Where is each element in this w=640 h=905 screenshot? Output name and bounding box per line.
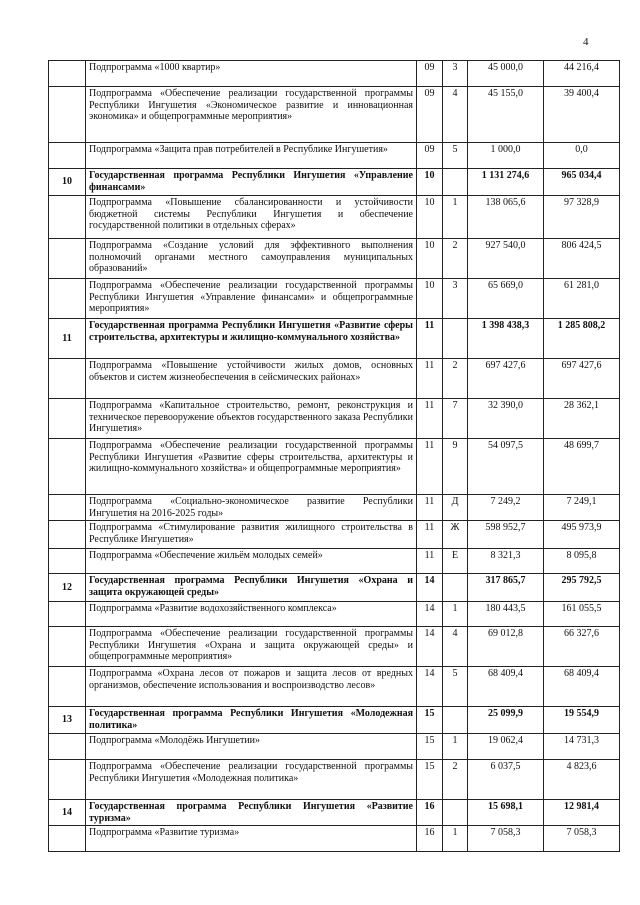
row-number [49,61,86,87]
subprogram-row [49,627,620,667]
planned-amount: 65 669,0 [468,279,544,319]
subprogram-code: 2 [443,239,468,279]
executed-amount: 495 973,9 [544,521,620,549]
executed-amount: 39 400,4 [544,87,620,143]
subprogram-code: Е [443,549,468,574]
program-code: 09 [417,87,443,143]
subprogram-row [49,143,620,169]
program-code: 15 [417,760,443,800]
subprogram-row [49,667,620,707]
executed-amount: 66 327,6 [544,627,620,667]
program-code: 11 [417,319,443,359]
planned-amount: 8 321,3 [468,549,544,574]
row-number [49,279,86,319]
program-code: 11 [417,549,443,574]
subprogram-row [49,61,620,87]
subprogram-name: Подпрограмма «Обеспечение реализации государственной программы Республики Ингушетия «Развитие сферы строительства, архитектуры и жилищно-коммунального хозяйства» и общепрограммные мероприятия» [86,439,417,495]
subprogram-name: Подпрограмма «Развитие туризма» [86,826,417,852]
program-code: 09 [417,143,443,169]
row-number [49,495,86,521]
subprogram-code: 1 [443,196,468,239]
row-number [49,627,86,667]
subprogram-code: 4 [443,87,468,143]
subprogram-name: Подпрограмма «Молодёжь Ингушетии» [86,734,417,760]
subprogram-name: Подпрограмма «Обеспечение жильём молодых семей» [86,549,417,574]
subprogram-row [49,602,620,627]
planned-amount: 7 058,3 [468,826,544,852]
row-number [49,760,86,800]
row-number [49,399,86,439]
row-number: 13 [49,707,86,734]
row-number: 11 [49,319,86,359]
program-name: Государственная программа Республики Ингушетия «Развитие туризма» [86,800,417,826]
program-code: 10 [417,169,443,196]
program-row [49,707,620,734]
program-code: 15 [417,707,443,734]
subprogram-code [443,707,468,734]
planned-amount: 45 155,0 [468,87,544,143]
planned-amount: 138 065,6 [468,196,544,239]
planned-amount: 1 398 438,3 [468,319,544,359]
executed-amount: 14 731,3 [544,734,620,760]
program-code: 10 [417,239,443,279]
subprogram-code: 9 [443,439,468,495]
subprogram-code: Д [443,495,468,521]
planned-amount: 68 409,4 [468,667,544,707]
planned-amount: 32 390,0 [468,399,544,439]
subprogram-row [49,734,620,760]
executed-amount: 0,0 [544,143,620,169]
subprogram-code: 1 [443,734,468,760]
planned-amount: 927 540,0 [468,239,544,279]
program-code: 11 [417,495,443,521]
program-row [49,169,620,196]
subprogram-name: Подпрограмма «Повышение устойчивости жилых домов, основных объектов и систем жизнеобеспечения в сейсмических районах» [86,359,417,399]
planned-amount: 19 062,4 [468,734,544,760]
subprogram-row [49,359,620,399]
executed-amount: 44 216,4 [544,61,620,87]
subprogram-code: 1 [443,602,468,627]
page-number: 4 [583,36,589,48]
row-number [49,439,86,495]
program-code: 11 [417,439,443,495]
planned-amount: 25 099,9 [468,707,544,734]
planned-amount: 45 000,0 [468,61,544,87]
subprogram-code [443,169,468,196]
subprogram-row [49,87,620,143]
subprogram-name: Подпрограмма «Обеспечение реализации государственной программы Республики Ингушетия «Управление финансами» и общепрограммные мероприятия» [86,279,417,319]
subprogram-row [49,495,620,521]
planned-amount: 15 698,1 [468,800,544,826]
subprogram-name: Подпрограмма «Развитие водохозяйственного комплекса» [86,602,417,627]
subprogram-code: Ж [443,521,468,549]
subprogram-code: 4 [443,627,468,667]
planned-amount: 697 427,6 [468,359,544,399]
program-code: 10 [417,279,443,319]
executed-amount: 4 823,6 [544,760,620,800]
planned-amount: 7 249,2 [468,495,544,521]
executed-amount: 1 285 808,2 [544,319,620,359]
row-number: 10 [49,169,86,196]
row-number: 12 [49,574,86,602]
program-code: 14 [417,667,443,707]
planned-amount: 180 443,5 [468,602,544,627]
executed-amount: 19 554,9 [544,707,620,734]
row-number [49,521,86,549]
program-name: Государственная программа Республики Ингушетия «Управление финансами» [86,169,417,196]
subprogram-code: 3 [443,279,468,319]
executed-amount: 8 095,8 [544,549,620,574]
subprogram-code [443,800,468,826]
row-number [49,602,86,627]
program-name: Государственная программа Республики Ингушетия «Охрана и защита окружающей среды» [86,574,417,602]
program-code: 11 [417,359,443,399]
subprogram-code [443,574,468,602]
subprogram-name: Подпрограмма «Капитальное строительство, ремонт, реконструкция и техническое перевооружение объектов государственного заказа Республики Ингушетия» [86,399,417,439]
program-code: 15 [417,734,443,760]
program-row [49,574,620,602]
executed-amount: 7 249,1 [544,495,620,521]
row-number [49,549,86,574]
executed-amount: 28 362,1 [544,399,620,439]
subprogram-row [49,196,620,239]
program-code: 16 [417,800,443,826]
program-code: 16 [417,826,443,852]
executed-amount: 68 409,4 [544,667,620,707]
subprogram-name: Подпрограмма «1000 квартир» [86,61,417,87]
program-row [49,800,620,826]
row-number: 14 [49,800,86,826]
subprogram-name: Подпрограмма «Повышение сбалансированности и устойчивости бюджетной системы Республики Ингушетия и обеспечение государственной политики в отдельных сферах» [86,196,417,239]
subprogram-code: 2 [443,359,468,399]
subprogram-name: Подпрограмма «Охрана лесов от пожаров и защита лесов от вредных организмов, обеспечение использования и воспроизводство лесов» [86,667,417,707]
subprogram-row [49,521,620,549]
row-number [49,359,86,399]
executed-amount: 61 281,0 [544,279,620,319]
row-number [49,667,86,707]
subprogram-code: 3 [443,61,468,87]
program-code: 14 [417,602,443,627]
subprogram-code: 5 [443,143,468,169]
row-number [49,239,86,279]
subprogram-code [443,319,468,359]
executed-amount: 7 058,3 [544,826,620,852]
planned-amount: 6 037,5 [468,760,544,800]
executed-amount: 295 792,5 [544,574,620,602]
planned-amount: 54 097,5 [468,439,544,495]
subprogram-row [49,439,620,495]
row-number [49,826,86,852]
program-code: 14 [417,627,443,667]
subprogram-code: 1 [443,826,468,852]
executed-amount: 806 424,5 [544,239,620,279]
program-code: 09 [417,61,443,87]
budget-table [48,60,620,852]
planned-amount: 1 131 274,6 [468,169,544,196]
executed-amount: 97 328,9 [544,196,620,239]
subprogram-row [49,399,620,439]
subprogram-code: 7 [443,399,468,439]
planned-amount: 1 000,0 [468,143,544,169]
program-code: 14 [417,574,443,602]
program-name: Государственная программа Республики Ингушетия «Молодежная политика» [86,707,417,734]
row-number [49,87,86,143]
executed-amount: 12 981,4 [544,800,620,826]
executed-amount: 48 699,7 [544,439,620,495]
program-code: 11 [417,399,443,439]
subprogram-row [49,760,620,800]
row-number [49,143,86,169]
executed-amount: 965 034,4 [544,169,620,196]
subprogram-row [49,239,620,279]
subprogram-row [49,826,620,852]
subprogram-name: Подпрограмма «Создание условий для эффективного выполнения полномочий органами местного самоуправления муниципальных образований» [86,239,417,279]
executed-amount: 161 055,5 [544,602,620,627]
program-name: Государственная программа Республики Ингушетия «Развитие сферы строительства, архитектуры и жилищно-коммунального хозяйства» [86,319,417,359]
row-number [49,196,86,239]
row-number [49,734,86,760]
planned-amount: 598 952,7 [468,521,544,549]
program-row [49,319,620,359]
subprogram-name: Подпрограмма «Обеспечение реализации государственной программы Республики Ингушетия «Экономическое развитие и инновационная экономика» и общепрограммные мероприятия» [86,87,417,143]
subprogram-name: Подпрограмма «Стимулирование развития жилищного строительства в Республике Ингушетия» [86,521,417,549]
subprogram-row [49,549,620,574]
subprogram-name: Подпрограмма «Защита прав потребителей в Республике Ингушетия» [86,143,417,169]
subprogram-code: 5 [443,667,468,707]
subprogram-name: Подпрограмма «Обеспечение реализации государственной программы Республики Ингушетия «Охрана и защита окружающей среды» и общепрограммные мероприятия» [86,627,417,667]
subprogram-name: Подпрограмма «Социально-экономическое развитие Республики Ингушетия на 2016-2025 годы» [86,495,417,521]
program-code: 10 [417,196,443,239]
planned-amount: 317 865,7 [468,574,544,602]
program-code: 11 [417,521,443,549]
subprogram-code: 2 [443,760,468,800]
executed-amount: 697 427,6 [544,359,620,399]
subprogram-name: Подпрограмма «Обеспечение реализации государственной программы Республики Ингушетия «Молодежная политика» [86,760,417,800]
planned-amount: 69 012,8 [468,627,544,667]
subprogram-row [49,279,620,319]
